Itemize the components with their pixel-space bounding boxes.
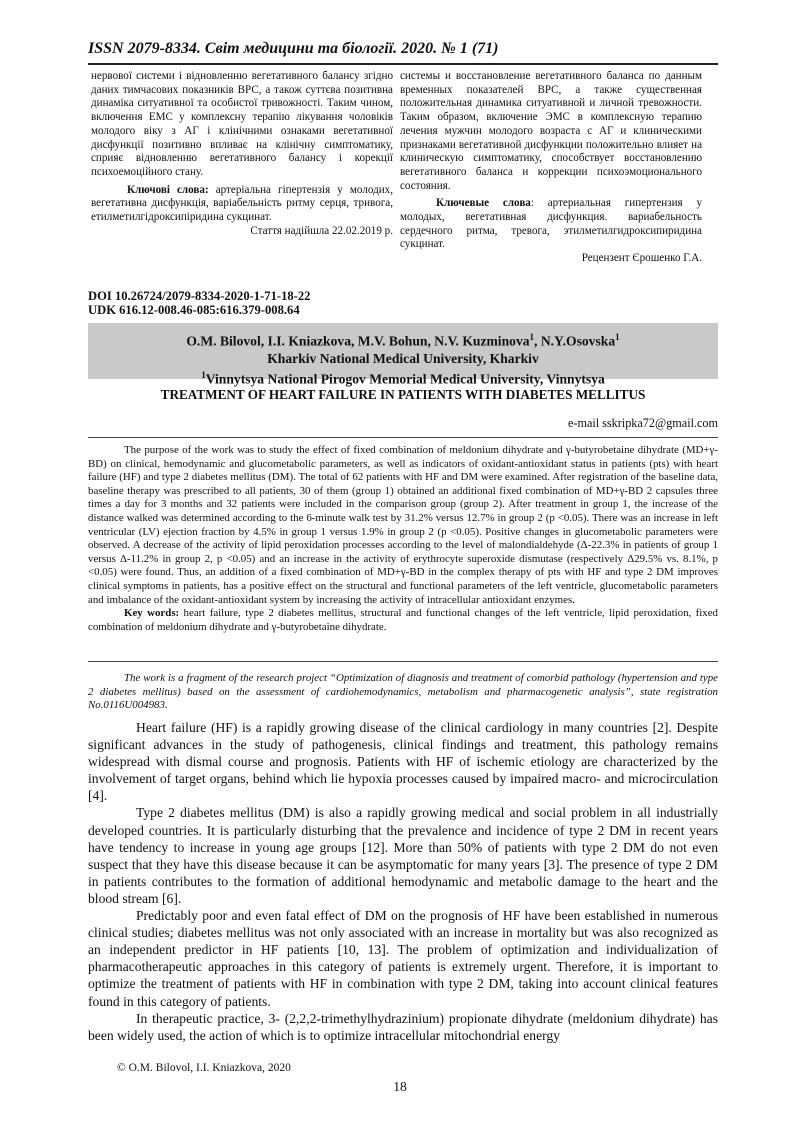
body-paragraph: In therapeutic practice, 3- (2,2,2-trimethylhydrazinium) propionate dihydrate (meldonium dihydrate) has been widely used, the action of which is to optimize intracellular mitochondrial energy: [88, 1010, 718, 1043]
left-column-ukrainian: [91, 70, 393, 238]
abstract-text: The purpose of the work was to study the effect of fixed combination of meldonium dihydrate and γ-butyrobetaine dihydrate (MD+γ-BD) on clinical, hemodynamic and glucometabolic parameters, as well as indicators of oxidant-antioxidant status in patients (pts) with heart failure (HF) and type 2 diabetes mellitus (DM). The total of 62 patients with HF and DM were examined. After registration of the baseline data, baseline therapy was prescribed to all patients, 30 of them (group 1) obtained an additional fixed combination of MD+γ-BD 2 capsules three times a day for 3 months and 32 patients were included in the comparison group (group 2). After treatment in group 1, the increase of the distance walked was determined according to the 6-minute walk test by 31.2% versus 12.7% in group 2 (p <0.05). There was an increase in left ventricular (LV) ejection fraction by 4.5% in group 1 versus 1.9% in group 2 (p <0.05). Positive changes in glucometabolic parameters were observed. A decrease of the activity of lipid peroxidation processes according to the level of malondialdehyde (Δ-22.3% in patients of group 1 versus Δ-11.2% in group 2, p <0.05) and an increase in the activity of erythrocyte superoxide dismutase (respectively Δ29.5% vs. 8.1%, p <0.05) were found. Thus, an addition of a fixed combination of MD+γ-BD in the complex therapy of pts with HF and type 2 DM improves clinical symptoms in patients, has a positive effect on the structural and functional parameters of the left ventricle, glucometabolic parameters and imbalance of the oxidant-antioxidant system by increasing the activity of intracellular antioxidant enzymes.: [88, 444, 718, 606]
header-rule: [88, 63, 718, 65]
body-text: [88, 719, 718, 1044]
right-summary: системы и восстановление вегетативного баланса по данным временных показателей ВРС, а также существенная положительная динамика ситуативной и личной тревожности. Таким образом, включение ЭМС в комплексную терапию лечения мужчин молодого возраста с АГ и клиническими признаками вегетативной дисфункции положительно влияет на клиническую симптоматику, способствует восстановлению вегетативного баланса и коррекции психоэмоционального состояния.: [400, 70, 702, 192]
authors-box: [88, 323, 718, 387]
body-paragraph: Predictably poor and even fatal effect of DM on the prognosis of HF have been established in numerous clinical studies; diabetes mellitus was not only associated with an increase in mortality but was also recognized as an independent predictor in HF patients [10, 13]. The problem of optimization and individualization of pharmacotherapeutic approaches in this category of patients is extremely urgent. Therefore, it is important to optimize the treatment of patients with HF in combination with type 2 DM, taking into account clinical features found in this category of patients.: [88, 908, 718, 1009]
article-title: TREATMENT OF HEART FAILURE IN PATIENTS WITH DIABETES MELLITUS: [160, 387, 646, 402]
abstract: [88, 444, 718, 634]
page-number: 18: [393, 1079, 407, 1094]
abstract-keywords-label: Key words:: [124, 607, 180, 620]
journal-header: ISSN 2079-8334. Світ медицини та біології. 2020. № 1 (71): [88, 40, 499, 57]
abstract-keywords-text: heart failure, type 2 diabetes mellitus, structural and functional changes of the left ventricle, lipid peroxidation, fixed combination of meldonium dihydrate and γ-butyrobetaine dihydrate.: [88, 607, 718, 633]
right-keywords: [400, 197, 702, 252]
body-paragraph: Heart failure (HF) is a rapidly growing disease of the clinical cardiology in many countries [2]. Despite significant advances in the study of pathogenesis, clinical findings and treatment, this pathology remains widespread with dismal course and prognosis. Patients with HF of ischemic etiology are characterized by the involvement of target organs, behind which lie hypoxia processes caused by impaired macro- and microcirculation [4].: [88, 720, 718, 804]
reviewer: Рецензент Єрошенко Г.А.: [581, 252, 702, 265]
right-keywords-text: : артериальная гипертензия у молодых, вегетативная дисфункция. вариабельность сердечного ритма, тревога, этилметилгидроксипиридина сукцинат.: [400, 197, 702, 251]
authors-names: O.M. Bilovol, I.I. Kniazkova, M.V. Bohun, N.V. Kuzminova: [186, 333, 530, 349]
authors-line: [88, 329, 718, 350]
right-keywords-label: Ключевые слова: [436, 197, 531, 210]
left-keywords-label: Ключові слова:: [127, 183, 209, 196]
author-sup-2: 1: [615, 332, 620, 342]
affiliation-2-text: Vinnytsya National Pirogov Memorial Medical University, Vinnytsya: [205, 371, 605, 387]
author-sup: 1: [529, 332, 535, 342]
abstract-top-rule: [88, 437, 718, 438]
udk: UDK 616.12-008.46-085:616.379-008.64: [88, 303, 300, 317]
received-date: Стаття надійшла 22.02.2019 р.: [250, 224, 393, 237]
affiliation-1: Kharkiv National Medical University, Kharkiv: [267, 350, 539, 366]
body-paragraph: Type 2 diabetes mellitus (DM) is also a rapidly growing medical and social problem in all industrially developed countries. It is particularly disturbing that the prevalence and incidence of type 2 DM in recent years have tendency to increase in young age groups [12]. More than 50% of patients with type 2 DM do not even suspect that they have this disease because it can be asymptomatic for many years [3]. The presence of type 2 DM in patients contributes to the formation of additional hemodynamic and metabolic damage to the heart and the blood stream [6].: [88, 805, 718, 906]
doi-block: [88, 289, 310, 317]
abstract-bottom-rule: [88, 661, 718, 662]
research-fragment-note: The work is a fragment of the research project “Optimization of diagnosis and treatment of comorbid pathology (hypertension and type 2 diabetes mellitus) based on the assessment of cardiohemodynamics, metabolism and pharmacogenetic analysis”, state registration No.0116U004983.: [88, 672, 718, 712]
left-summary: нервової системи і відновленню вегетативного балансу згідно даних тимчасових показників ВРС, а також суттєва позитивна динаміка ситуативної та особистої тривожності. Таким чином, включення ЕМС у комплексну терапію лікування чоловіків молодого віку з АГ і клінічними ознаками вегетативної дисфункції позитивно впливає на клінічну симптоматику, сприяє відновленню вегетативного балансу і корекції психоемоційного стану.: [91, 70, 393, 178]
left-keywords-text: артеріальна гіпертензія у молодих, вегетативна дисфункція, варіабельність ритму серця, тривога, етилметилгідроксипіридина сукцинат.: [91, 183, 393, 224]
doi: DOI 10.26724/2079-8334-2020-1-71-18-22: [88, 289, 311, 303]
authors-names-2: , N.Y.Osovska: [534, 333, 616, 349]
abstract-keywords: [88, 607, 718, 634]
left-keywords: [91, 184, 393, 225]
contact-email: e-mail sskripka72@gmail.com: [568, 416, 718, 430]
right-column-russian: [400, 70, 702, 266]
copyright: © O.M. Bilovol, I.I. Kniazkova, 2020: [117, 1062, 291, 1074]
affiliation-sup: 1: [201, 369, 206, 380]
affiliation-2: [88, 367, 718, 388]
